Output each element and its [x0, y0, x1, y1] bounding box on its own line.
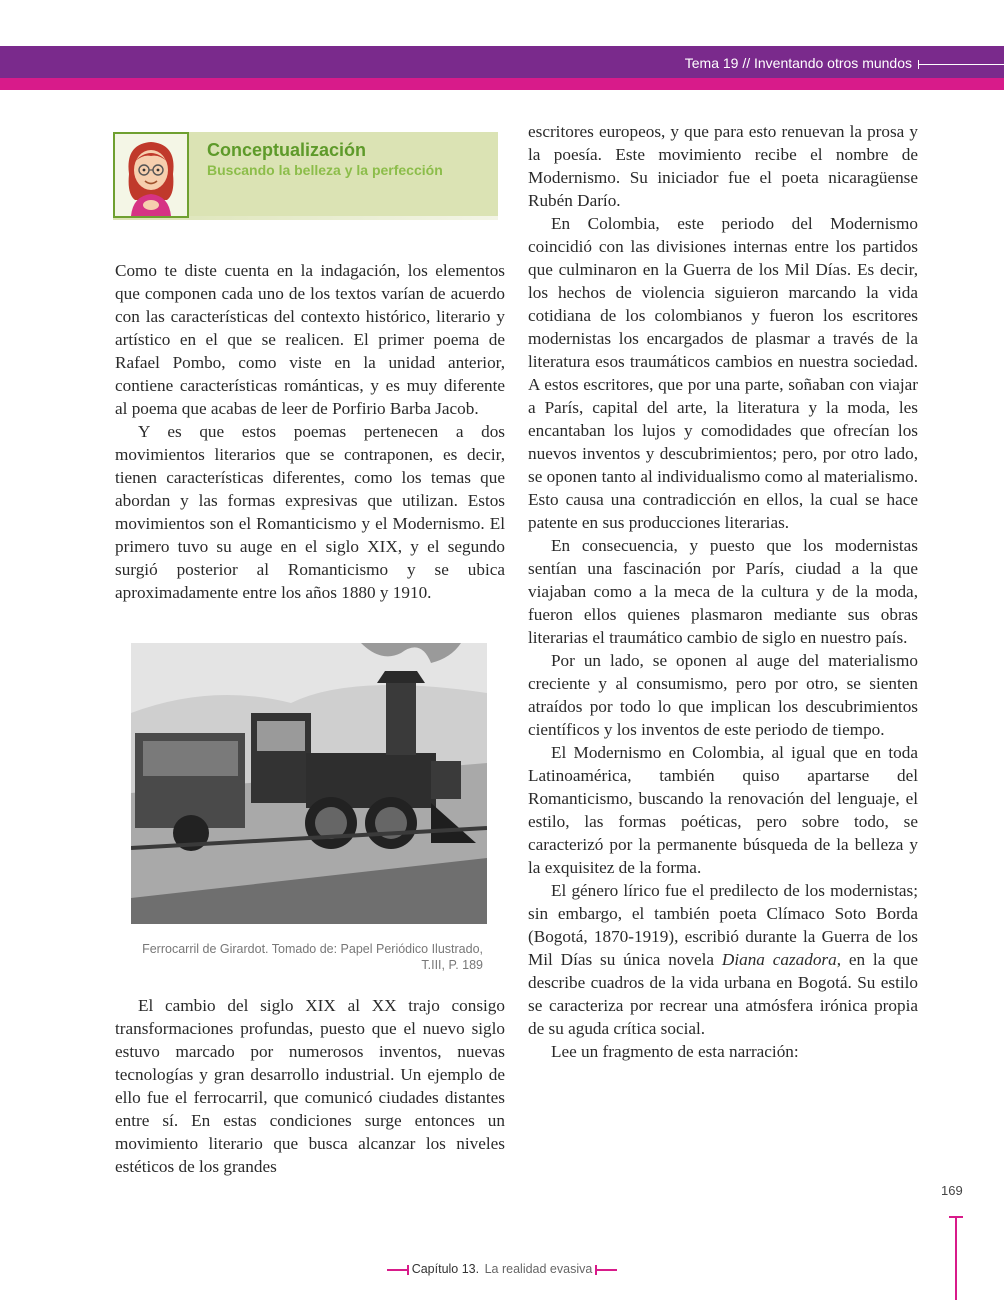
caption-line: Ferrocarril de Girardot. Tomado de: Papel Periódico Ilustrado, — [142, 942, 483, 956]
paragraph — [528, 879, 918, 1040]
header-stripe — [0, 78, 1004, 90]
left-column-bottom — [115, 994, 505, 1178]
avatar — [113, 132, 189, 218]
paragraph: En Colombia, este periodo del Modernismo coincidió con las divisiones internas entre los partidos que culminaron en la Guerra de los Mil Días. Es decir, los hechos de violencia siguieron marcando la vida cotidiana de los colombianos y fueron los escritores modernistas los encargados de plasmar a través de la literatura esos traumáticos cambios en nuestra sociedad. A estos escritores, que por una parte, soñaban con viajar a París, capital del arte, la literatura y la moda, les encantaban los lujos y comodidades que ofrecían los nuevos inventos y descubrimientos; pero, por otro lado, se oponen tanto al individualismo como al materialismo. Esto causa una contradicción en ellos, la cual se hace patente en sus producciones literarias. — [528, 214, 918, 532]
paragraph: En consecuencia, y puesto que los modernistas sentían una fascinación por París, ciudad a la que viajaban como a la meca de la cultura y de la moda, fueron ellos quienes plasmaron mediante sus obras literarias el traumático cambio de siglo en nuestro país. — [528, 536, 918, 647]
header-rule — [918, 64, 1004, 65]
locomotive-illustration — [131, 643, 487, 924]
train-illustration — [131, 643, 487, 924]
paragraph: escritores europeos, y que para esto renuevan la prosa y la poesía. Este movimiento recibe el nombre de Modernismo. Su iniciador fue el poeta nicaragüense Rubén Darío. — [528, 122, 918, 210]
paragraph: El cambio del siglo XIX al XX trajo consigo transformaciones profundas, puesto que el nuevo siglo estuvo marcado por numerosos inventos, nuevas tecnologías y gran desarrollo industrial. Un ejemplo de ello fue el ferrocarril, que comunicó ciudades distantes entre sí. En estas condiciones surge entonces un movimiento literario que busca alcanzar los niveles estéticos de los grandes — [115, 996, 505, 1176]
caption-line: T.III, P. 189 — [421, 958, 483, 972]
footer-rule-right — [595, 1269, 617, 1271]
left-column-top — [115, 259, 505, 604]
paragraph: El Modernismo en Colombia, al igual que en toda Latinoamérica, también quiso apartarse del Romanticismo, buscando la renovación del lenguaje, el estilo, las formas poéticas, pero sobre todo, se caracterizó por la permanente búsqueda de la belleza y la exquisitez de la forma. — [528, 743, 918, 877]
text-run: , en la que describe cuadros de la vida urbana en Bogotá. Su estilo se caracteriza por recrear una atmósfera irónica propia de su aguda crítica social. — [528, 950, 918, 1038]
page-number: 169 — [941, 1183, 963, 1198]
text-run: El género lírico fue el predilecto de los modernistas; sin embargo, el también poeta Clímaco Soto Borda (Bogotá, 1870-1919), escribió durante la Guerra de los Mil Días su única novela — [528, 881, 918, 969]
girl-avatar-icon — [115, 134, 187, 216]
page-number-tick — [949, 1216, 963, 1218]
topic-title: Tema 19 // Inventando otros mundos — [684, 55, 912, 71]
section-title: Conceptualización — [207, 140, 367, 160]
footer-rule-left — [387, 1269, 409, 1271]
novel-title: Diana cazadora — [721, 950, 837, 969]
paragraph: Y es que estos poemas pertenecen a dos movimientos literarios que se contraponen, es decir, tienen características diferentes, como los temas que abordan y las formas expresivas que utilizan. Estos movimientos son el Romanticismo y el Modernismo. El primero tuvo su auge en el siglo XIX, y el segundo surgió posterior al Romanticismo y se ubica aproximadamente entre los años 1880 y 1910. — [115, 422, 505, 602]
footer — [0, 1262, 1004, 1276]
right-column — [528, 120, 918, 1063]
footer-chapter-title: La realidad evasiva — [484, 1262, 593, 1276]
paragraph: Lee un fragmento de esta narración: — [551, 1042, 799, 1061]
footer-chapter: Capítulo 13. — [411, 1262, 480, 1276]
paragraph: Por un lado, se oponen al auge del materialismo creciente y al consumismo, pero por otro, se sienten atraídos por todo lo que implican los descubrimientos científicos y los inventos de este periodo de tiempo. — [528, 651, 918, 739]
page-number-rule — [955, 1216, 957, 1300]
figure-caption — [131, 941, 483, 973]
paragraph: Como te diste cuenta en la indagación, los elementos que componen cada uno de los textos varían de acuerdo con las características del contexto histórico, literario y artístico en el que se realicen. El primer poema de Rafael Pombo, como viste en la unidad anterior, contiene características románticas, y es muy diferente al poema que acabas de leer de Porfirio Barba Jacob. — [115, 261, 505, 418]
header-rule-tick — [918, 60, 919, 69]
section-subtitle: Buscando la belleza y la perfección — [207, 162, 443, 178]
